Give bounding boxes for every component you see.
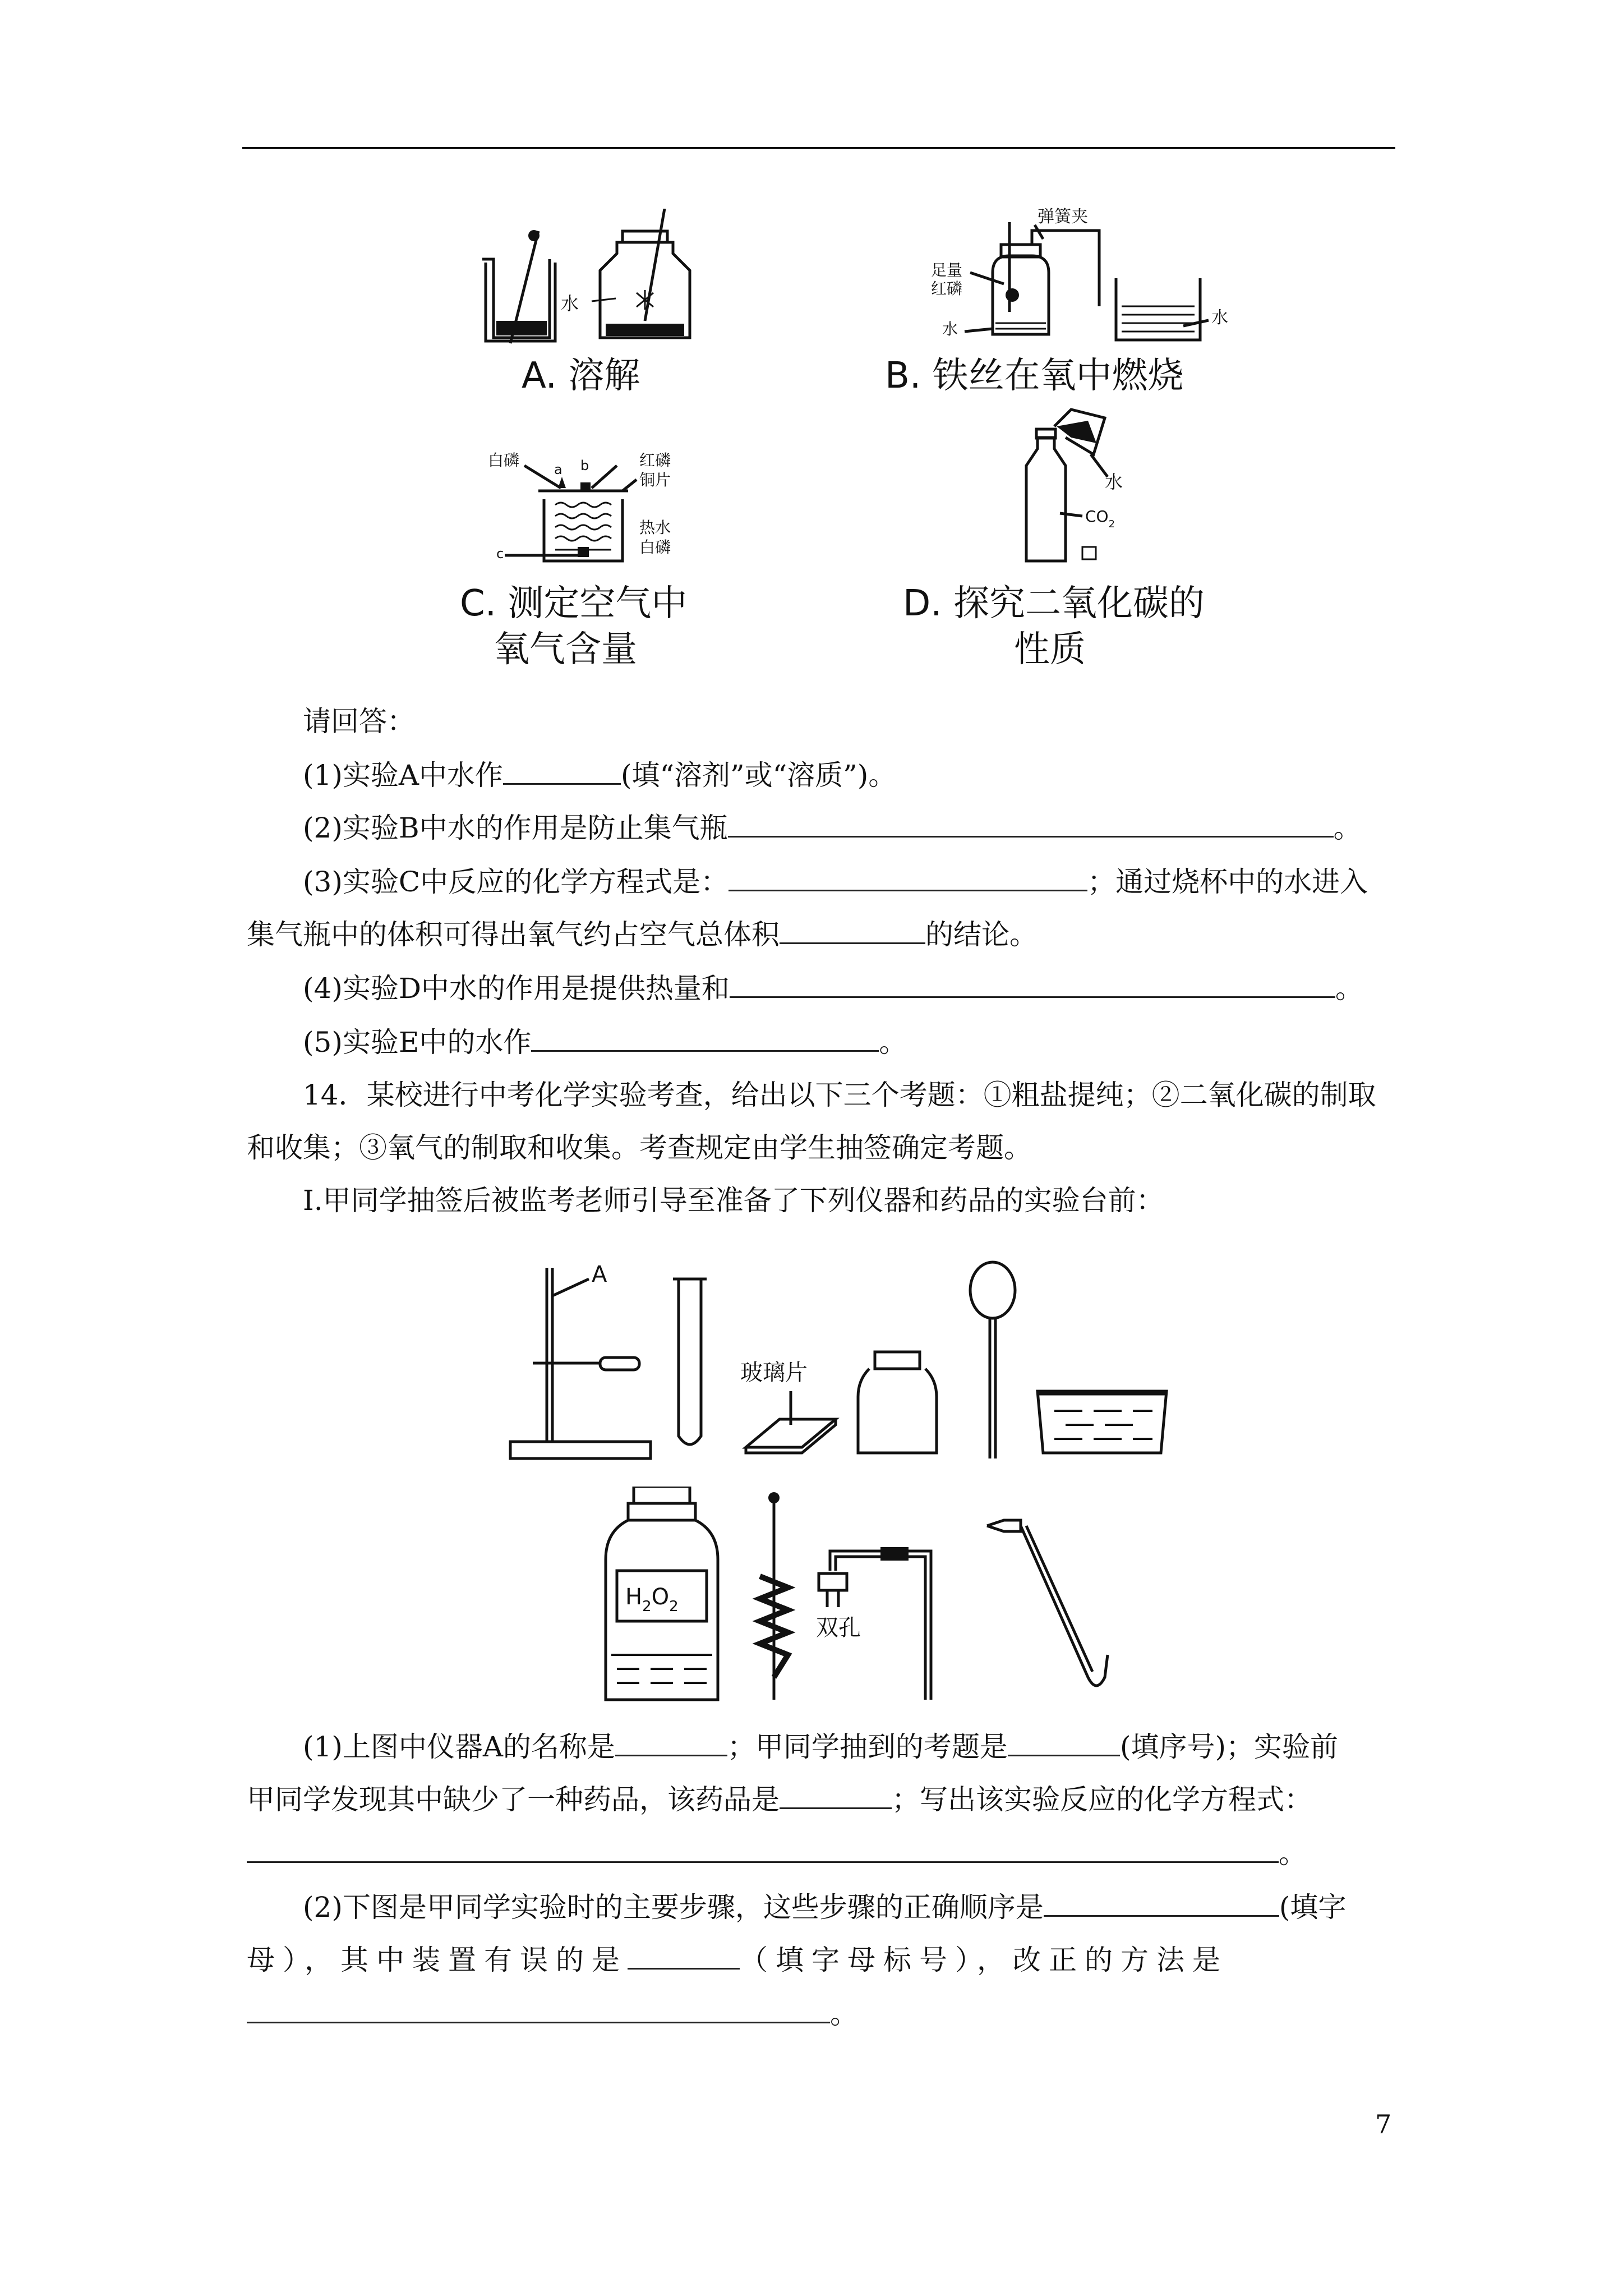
fig-c-b-label: b [580, 458, 589, 473]
q13-s2-before: (2)实验B中水的作用是防止集气瓶 [303, 812, 728, 844]
fig-c-hot-label: 热水 [639, 518, 671, 537]
q14-a1-l3-end: 。 [1279, 1837, 1307, 1870]
q14-a1-blank-equation[interactable] [247, 1835, 1279, 1863]
q13-s5-after: 。 [879, 1026, 907, 1059]
figure-a-dissolving [471, 209, 707, 355]
q13-intro: 请回答： [303, 705, 415, 738]
figure-c [471, 443, 718, 572]
fig-c-red-label: 红磷 [639, 451, 671, 470]
q13-s5 [303, 1024, 907, 1059]
h2o2-formula [625, 1584, 679, 1615]
caption-b: B. 铁丝在氧中燃烧 [885, 355, 1184, 397]
figure-d [1009, 404, 1133, 572]
q14-a2-line1 [303, 1889, 1346, 1924]
h2o2-h: H [625, 1584, 643, 1610]
q14-a1-p3: (填序号)；实验前 [1119, 1731, 1338, 1763]
long-funnel-icon [970, 1262, 1015, 1458]
apparatus-row-1 [499, 1257, 1195, 1481]
q13-s2-after: 。 [1333, 812, 1362, 844]
q13-s3-blank-fraction[interactable] [780, 917, 925, 944]
beaker-and-bottle-drawing [471, 209, 707, 355]
q13-s3 [303, 864, 1368, 899]
q14-line2: 和收集；③氧气的制取和收集。考查规定由学生抽签确定考题。 [247, 1131, 1032, 1164]
q14-a2-blank-device[interactable] [628, 1942, 740, 1970]
q14-a1-blank-topic[interactable] [1008, 1729, 1120, 1756]
fig-d-co2-label [1085, 507, 1115, 530]
q13-s5-blank[interactable] [531, 1024, 879, 1052]
q14-a1-line3 [247, 1835, 1307, 1870]
fig-c-c-label: c [496, 546, 504, 562]
label-a: A [592, 1262, 607, 1287]
fig-a-water-label: 水 [561, 293, 579, 314]
flask-and-beaker-drawing [931, 200, 1245, 351]
delivery-tube-icon [987, 1520, 1108, 1686]
combustion-test-drawing [471, 443, 718, 572]
q14-a1-p2: ；甲同学抽到的考题是 [727, 1731, 1008, 1763]
h2o2-sub1: 2 [642, 1598, 652, 1615]
q13-s2-blank[interactable] [728, 810, 1334, 838]
fig-c-white-label: 白磷 [488, 451, 520, 470]
figure-b [931, 200, 1245, 351]
q13-s4 [303, 970, 1363, 1005]
caption-c-line1: C. 测定空气中 [460, 583, 688, 624]
q14-a1-blank-name[interactable] [615, 1729, 727, 1756]
q14-a2-l2-p2: （填字母标号），改正的方法是 [740, 1944, 1228, 1976]
q13-s3-line2-after: 的结论。 [925, 918, 1038, 951]
water-trough-icon [1038, 1391, 1166, 1453]
q14-a1-l2-p1: 甲同学发现其中缺少了一种药品，该药品是 [247, 1783, 780, 1816]
q14-a1-blank-drug[interactable] [780, 1782, 892, 1809]
q13-s3-line2 [247, 917, 1038, 951]
q14-a1-p1: (1)上图中仪器A的名称是 [303, 1731, 615, 1763]
q13-s4-after: 。 [1335, 972, 1363, 1005]
q14-a2-p2: (填字 [1279, 1891, 1347, 1924]
q14-a2-line2 [247, 1942, 1228, 1977]
q13-s2 [303, 810, 1362, 845]
caption-d-line2: 性质 [1014, 629, 1086, 670]
fig-b-water1-label: 水 [942, 320, 958, 338]
fig-d-co2-sub: 2 [1108, 518, 1115, 530]
q13-s5-before: (5)实验E中的水作 [303, 1026, 532, 1059]
fig-c-copper-label: 铜片 [639, 471, 671, 489]
page-number: 7 [1375, 2109, 1392, 2139]
fig-c-white2-label: 白磷 [639, 538, 671, 556]
q14-a1-line1 [303, 1729, 1338, 1764]
apparatus-row-2 [594, 1487, 1122, 1711]
q14-a2-l3-end: 。 [830, 1998, 858, 2030]
label-glass-slide: 玻璃片 [740, 1360, 808, 1386]
iron-stand-icon [510, 1268, 651, 1458]
q13-s4-blank[interactable] [730, 970, 1335, 998]
q14-a2-blank-order[interactable] [1044, 1889, 1279, 1917]
q13-s4-before: (4)实验D中水的作用是提供热量和 [303, 972, 730, 1005]
q13-s1-before: (1)实验A中水作 [303, 759, 503, 792]
q13-s1-after: (填“溶剂”或“溶质”)。 [620, 759, 897, 792]
fig-b-red1-label: 足量 [931, 261, 963, 279]
q14-a2-l2-p1: 母），其中装置有误的是 [247, 1944, 628, 1976]
q14-part1: Ⅰ.甲同学抽签后被监考老师引导至准备了下列仪器和药品的实验台前： [303, 1184, 1164, 1217]
q13-s3-line2-before: 集气瓶中的体积可得出氧气约占空气总体积 [247, 918, 780, 951]
header-rule [242, 147, 1395, 149]
q14-a2-p1: (2)下图是甲同学实验时的主要步骤，这些步骤的正确顺序是 [303, 1891, 1044, 1924]
label-double-hole: 双孔 [816, 1615, 861, 1641]
q13-s3-before: (3)实验C中反应的化学方程式是： [303, 866, 729, 898]
gas-jar-icon [858, 1352, 937, 1453]
fig-b-water2-label: 水 [1211, 308, 1228, 328]
q14-a1-line2 [247, 1782, 1312, 1816]
h2o2-o: O [651, 1584, 670, 1610]
fig-d-water-label: 水 [1105, 471, 1123, 493]
caption-a: A. 溶解 [522, 355, 640, 397]
caption-c-line2: 氧气含量 [494, 629, 637, 670]
q13-s3-blank-equation[interactable] [728, 864, 1087, 891]
apparatus-row-1-drawing [499, 1257, 1195, 1481]
q14-a2-blank-fix[interactable] [247, 1996, 830, 2023]
fig-d-co2-main: CO [1085, 507, 1109, 526]
bottle-and-beaker-drawing [1009, 404, 1133, 572]
fig-b-clip-label: 弹簧夹 [1038, 207, 1088, 227]
h2o2-sub2: 2 [669, 1598, 679, 1615]
caption-d-line1: D. 探究二氧化碳的 [903, 583, 1205, 624]
fig-c-a-label: a [554, 462, 562, 477]
q13-s1-blank[interactable] [503, 757, 621, 785]
q14-line1: 14．某校进行中考化学实验考查，给出以下三个考题：①粗盐提纯；②二氧化碳的制取 [303, 1079, 1376, 1111]
apparatus-row-2-drawing [594, 1487, 1122, 1711]
q14-a2-line3 [247, 1996, 858, 2031]
glass-slide-icon [746, 1391, 836, 1453]
q13-s1 [303, 757, 896, 792]
fig-b-red2-label: 红磷 [931, 279, 963, 298]
test-tube-brush-icon [760, 1492, 788, 1700]
q13-s3-mid: ；通过烧杯中的水进入 [1087, 866, 1368, 898]
test-tube-icon [679, 1279, 701, 1444]
q14-a1-l2-p2: ；写出该实验反应的化学方程式： [892, 1783, 1312, 1816]
